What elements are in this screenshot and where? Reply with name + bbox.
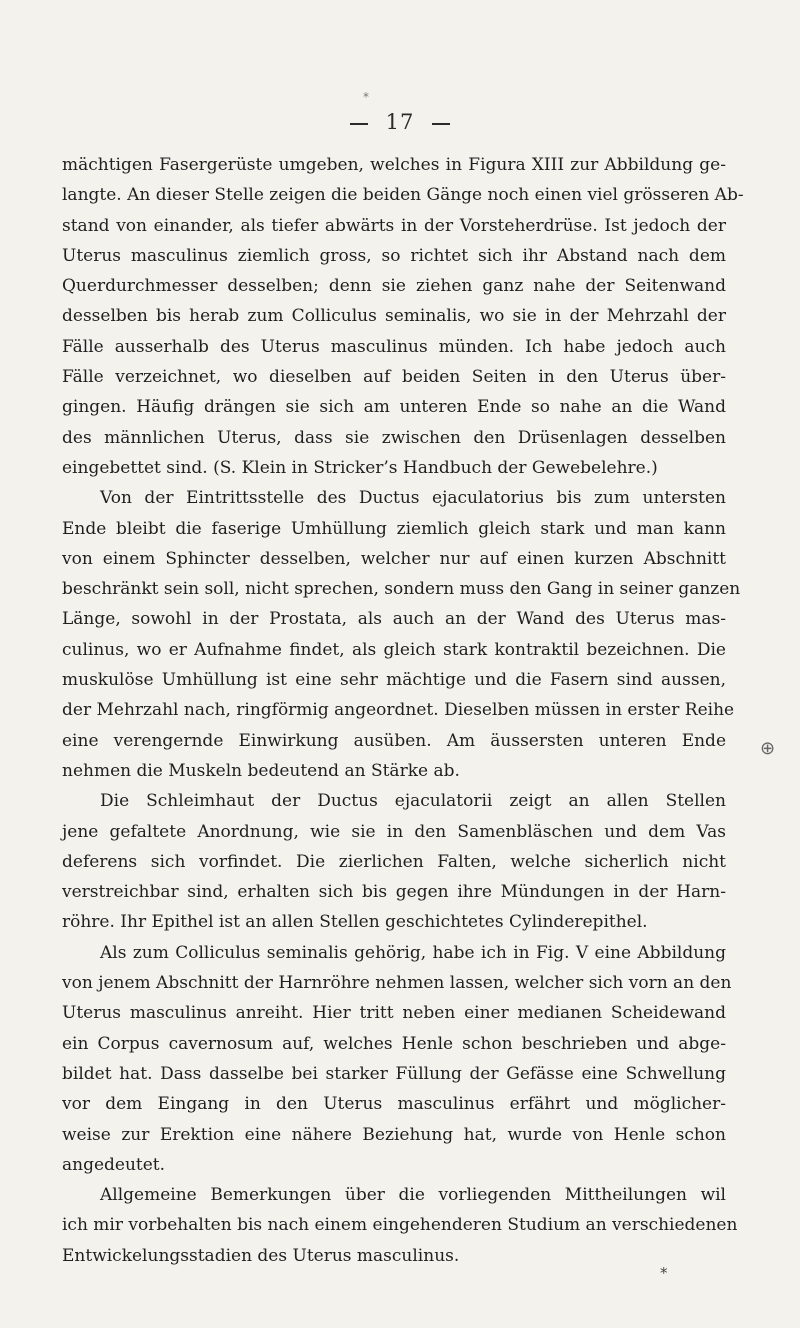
text-line: Uterus masculinus ziemlich gross, so richtet sich ihr Abstand nach dem <box>62 245 726 266</box>
bottom-asterisk-mark: * <box>660 1264 668 1282</box>
text-line: Entwickelungsstadien des Uterus masculinus. <box>62 1245 460 1266</box>
text-line: deferens sich vorfindet. Die zierlichen Falten, welche sicherlich nicht <box>62 851 726 872</box>
text-line: Länge, sowohl in der Prostata, als auch an der Wand des Uterus mas- <box>62 609 726 630</box>
text-line: der Mehrzahl nach, ringförmig angeordnet. Dieselben müssen in erster Reihe <box>62 700 735 721</box>
text-line: weise zur Erektion eine nähere Beziehung hat, wurde von Henle schon <box>62 1124 726 1145</box>
page-number: 17 <box>385 110 415 134</box>
text-line: von einem Sphincter desselben, welcher nur auf einen kurzen Abschnitt <box>62 548 726 569</box>
text-line: vor dem Eingang in den Uterus masculinus erfährt und möglicher- <box>62 1094 726 1115</box>
text-line: langte. An dieser Stelle zeigen die beiden Gänge noch einen viel grösseren Ab- <box>62 185 744 206</box>
text-line: gingen. Häufig drängen sie sich am unteren Ende so nahe an die Wand <box>62 397 726 418</box>
text-line: mächtigen Fasergerüste umgeben, welches in Figura XIII zur Abbildung ge- <box>62 155 726 175</box>
text-line: Fälle verzeichnet, wo dieselben auf beiden Seiten in den Uterus über- <box>62 367 726 388</box>
text-line: Ende bleibt die faserige Umhüllung ziemlich gleich stark und man kann <box>62 518 726 539</box>
text-line: Als zum Colliculus seminalis gehörig, habe ich in Fig. V eine Abbildung <box>100 942 726 963</box>
header-dash-left <box>350 123 368 125</box>
text-line: culinus, wo er Aufnahme findet, als gleich stark kontraktil bezeichnen. Die <box>62 639 726 660</box>
text-line: ich mir vorbehalten bis nach einem eingehenderen Studium an verschiedenen <box>62 1215 738 1236</box>
text-line: ein Corpus cavernosum auf, welches Henle schon beschrieben und abge- <box>62 1033 726 1054</box>
page-header <box>0 110 800 134</box>
text-line: beschränkt sein soll, nicht sprechen, sondern muss den Gang in seiner ganzen <box>62 579 741 600</box>
text-line: Querdurchmesser desselben; denn sie ziehen ganz nahe der Seitenwand <box>62 276 726 297</box>
body-text <box>62 150 744 1271</box>
text-line: bildet hat. Dass dasselbe bei starker Füllung der Gefässe eine Schwellung <box>62 1063 726 1084</box>
text-line: stand von einander, als tiefer abwärts in der Vorsteherdrüse. Ist jedoch der <box>62 215 726 236</box>
text-line: Uterus masculinus anreiht. Hier tritt neben einer medianen Scheidewand <box>62 1003 726 1024</box>
text-line: desselben bis herab zum Colliculus seminalis, wo sie in der Mehrzahl der <box>62 306 726 327</box>
header-dash-right <box>432 123 450 125</box>
text-line: Fälle ausserhalb des Uterus masculinus münden. Ich habe jedoch auch <box>62 336 726 357</box>
text-line: muskulöse Umhüllung ist eine sehr mächtige und die Fasern sind aussen, <box>62 670 726 691</box>
text-line: Die Schleimhaut der Ductus ejaculatorii zeigt an allen Stellen <box>100 791 726 812</box>
text-line: eingebettet sind. (S. Klein in Stricker’s Handbuch der Gewebelehre.) <box>62 457 658 478</box>
text-line: röhre. Ihr Epithel ist an allen Stellen geschichtetes Cylinderepithel. <box>62 912 648 933</box>
text-line: angedeutet. <box>62 1154 166 1175</box>
text-line: verstreichbar sind, erhalten sich bis gegen ihre Mündungen in der Harn- <box>62 882 726 903</box>
text-line: jene gefaltete Anordnung, wie sie in den Samenbläschen und dem Vas <box>62 821 726 842</box>
text-line: von jenem Abschnitt der Harnröhre nehmen lassen, welcher sich vorn an den <box>62 973 732 994</box>
margin-mark: ⊕ <box>760 738 776 759</box>
text-line: des männlichen Uterus, dass sie zwischen den Drüsenlagen desselben <box>62 427 726 448</box>
text-line: Allgemeine Bemerkungen über die vorliegenden Mittheilungen wil <box>100 1185 726 1206</box>
text-line: eine verengernde Einwirkung ausüben. Am äussersten unteren Ende <box>62 730 726 751</box>
text-line: nehmen die Muskeln bedeutend an Stärke ab. <box>62 760 460 781</box>
top-speck-mark: * <box>363 90 369 104</box>
text-line: Von der Eintrittsstelle des Ductus ejaculatorius bis zum untersten <box>100 488 726 509</box>
